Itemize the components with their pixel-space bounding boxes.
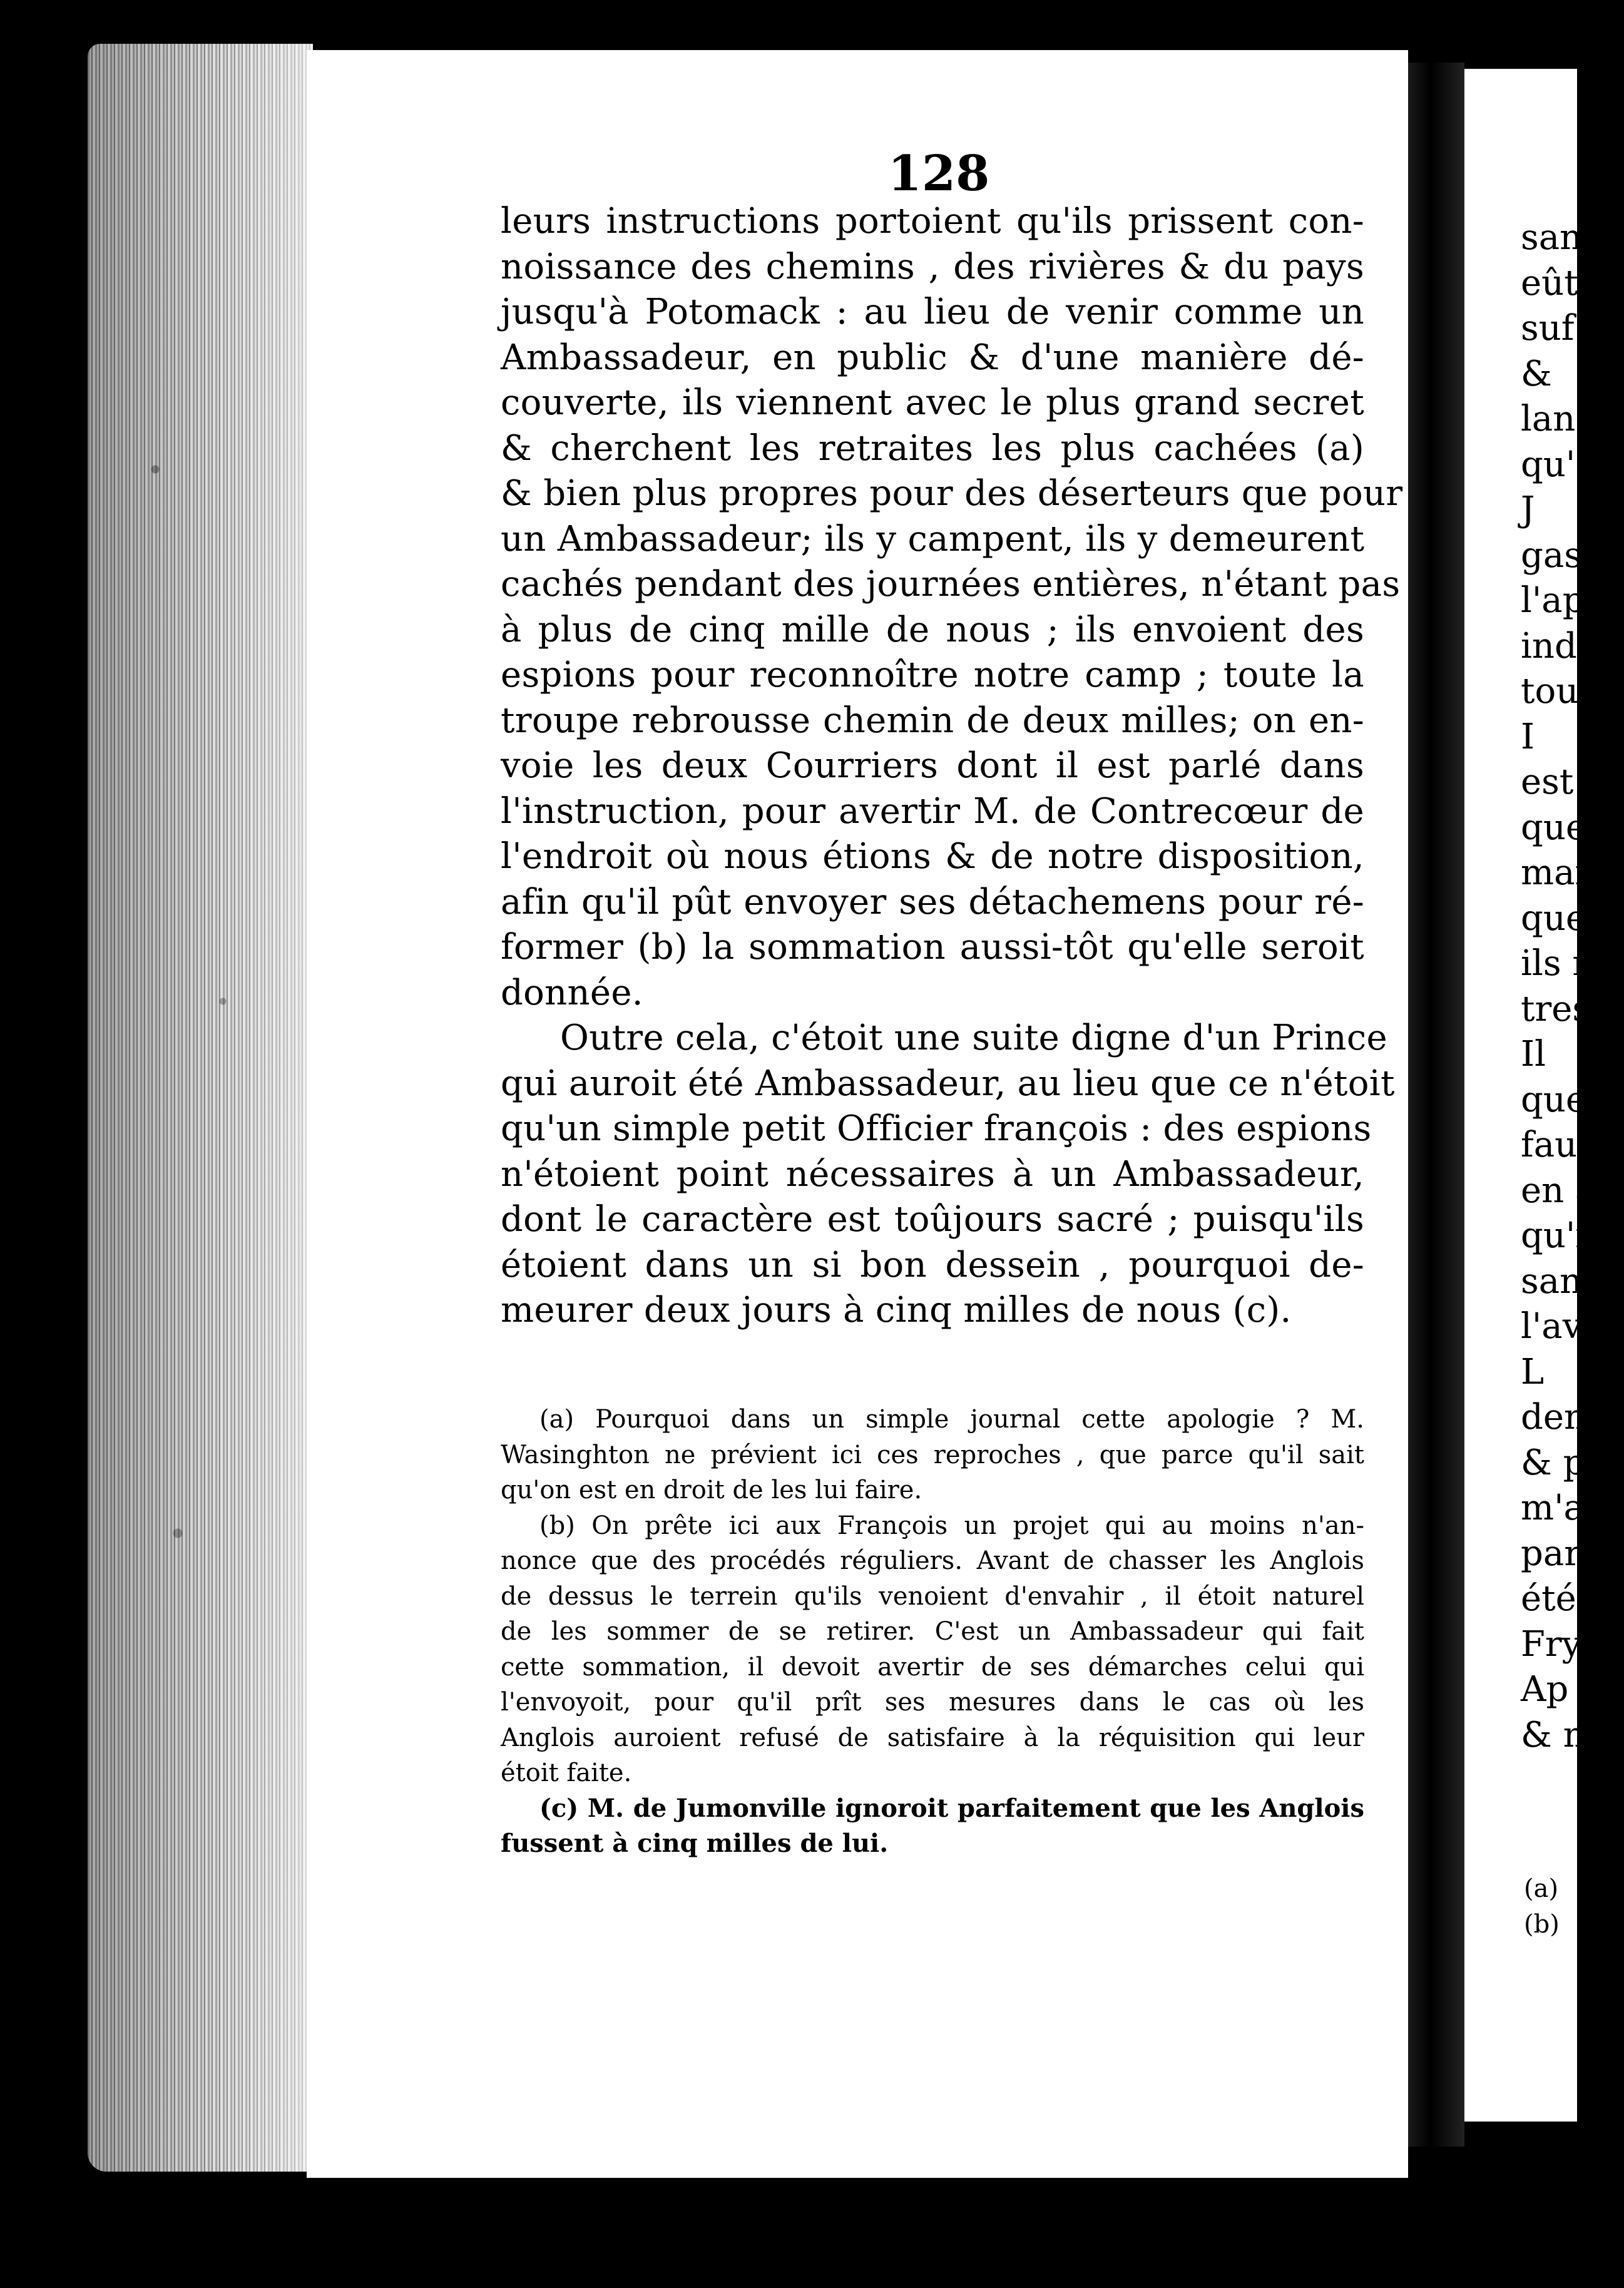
text-line: voie les deux Courriers dont il est parlé dans — [501, 745, 1364, 786]
text-line: jusqu'à Potomack : au lieu de venir comme un — [501, 292, 1364, 332]
text-line: l'instruction, pour avertir M. de Contrecœur de — [501, 790, 1364, 832]
main-text — [501, 199, 1403, 1334]
text-line: troupe rebrousse chemin de deux milles; on en- — [501, 700, 1364, 741]
text-line: & cherchent les retraites les plus cachées (a) — [501, 427, 1364, 469]
text-line: n'étoient point nécessaires à un Ambassadeur, — [501, 1153, 1364, 1195]
footnote-line: qu'on est en droit de les lui faire. — [501, 1476, 922, 1504]
facing-footnote-fragment: (a) — [1524, 1874, 1559, 1903]
facing-page — [1464, 69, 1624, 2122]
footnote-line: l'envoyoit, pour qu'il prît ses mesures dans le cas où les — [501, 1688, 1364, 1717]
facing-page-fragment: L — [1521, 1351, 1545, 1392]
facing-page-fragment: est — [1521, 762, 1574, 802]
facing-page-fragment: l'avo — [1521, 1306, 1604, 1347]
facing-page-fragment: que — [1521, 1079, 1587, 1120]
text-line: donnée. — [501, 972, 643, 1013]
text-line: former (b) la sommation aussi-tôt qu'elle seroit — [501, 927, 1364, 968]
book-page-edge — [88, 44, 313, 2172]
facing-page-fragment: que — [1521, 807, 1587, 848]
footnote-line: nonce que des procédés réguliers. Avant de chasser les Anglois — [501, 1546, 1364, 1575]
facing-footnote-fragment: (b) — [1524, 1909, 1560, 1939]
facing-page-fragment: Fry — [1521, 1623, 1582, 1665]
facing-page-fragment: ind — [1521, 625, 1577, 666]
facing-page-fragment: gase — [1521, 534, 1603, 576]
facing-page-fragment: tres — [1521, 988, 1591, 1029]
text-line: dont le caractère est toûjours sacré ; puisqu'ils — [501, 1199, 1364, 1240]
facing-page-fragment: J — [1521, 489, 1535, 530]
facing-page-fragment: eût — [1521, 262, 1578, 304]
footnote-line: de dessus le terrein qu'ils venoient d'envahir , il étoit naturel — [501, 1581, 1364, 1611]
text-line: meurer deux jours à cinq milles de nous (c). — [501, 1290, 1292, 1330]
facing-page-fragment: que — [1521, 897, 1587, 939]
facing-page-fragment: san — [1521, 217, 1583, 258]
text-line: Outre cela, c'étoit une suite digne d'un Prince — [560, 1018, 1387, 1058]
footnote-line: Anglois auroient refusé de satisfaire à la réquisition qui leur — [501, 1723, 1364, 1752]
facing-page-fragment: mai — [1521, 852, 1586, 893]
text-line: qu'un simple petit Officier françois : des espions — [501, 1108, 1372, 1149]
text-line: espions pour reconnoître notre camp ; toute la — [501, 655, 1364, 695]
page-number: 128 — [887, 145, 990, 202]
facing-page-fragment: en a — [1521, 1170, 1596, 1211]
facing-page-fragment: & — [1521, 353, 1552, 394]
footnote-line: (b) On prête ici aux François un projet qui au moins n'an- — [539, 1511, 1364, 1540]
text-line: afin qu'il pût envoyer ses détachemens pour ré- — [501, 881, 1364, 922]
facing-page-fragment: qu'il — [1521, 1215, 1598, 1256]
text-line: & bien plus propres pour des déserteurs que pour — [501, 473, 1403, 514]
facing-page-fragment: lan — [1521, 399, 1576, 439]
text-line: étoient dans un si bon dessein , pourquoi de- — [501, 1244, 1364, 1285]
facing-page-fragment: sans — [1521, 1260, 1600, 1302]
footnote-line: (a) Pourquoi dans un simple journal cette apologie ? M. — [539, 1405, 1364, 1434]
text-line: leurs instructions portoient qu'ils prissent con- — [501, 201, 1364, 242]
footnote-line: (c) M. de Jumonville ignoroit parfaitement que les Anglois — [539, 1793, 1364, 1823]
facing-page-fragment: m'att — [1521, 1488, 1613, 1528]
facing-page-fragment: Ap — [1521, 1669, 1569, 1710]
footnote-line: cette sommation, il devoit avertir de ses démarches celui qui — [501, 1652, 1364, 1682]
facing-page-fragment: I — [1521, 716, 1535, 757]
facing-page-fragment: & m — [1521, 1714, 1596, 1755]
text-line: qui auroit été Ambassadeur, au lieu que ce n'étoit — [501, 1063, 1395, 1104]
facing-page-fragment: ils r — [1521, 943, 1590, 984]
facing-page-fragment: suf — [1521, 308, 1575, 349]
text-line: à plus de cinq mille de nous ; ils envoient des — [501, 609, 1364, 650]
facing-page-fragment: qu' — [1521, 444, 1576, 485]
facing-page-fragment: tou — [1521, 671, 1579, 712]
facing-page-fragment: l'ap — [1521, 580, 1585, 621]
text-line: l'endroit où nous étions & de notre disposition, — [501, 836, 1364, 877]
facing-page-fragment: & p — [1521, 1442, 1586, 1483]
text-line: couverte, ils viennent avec le plus grand secret — [501, 382, 1364, 423]
footnote-line: Wasinghton ne prévient ici ces reproches , que parce qu'il sait — [501, 1440, 1364, 1469]
text-line: cachés pendant des journées entières, n'étant pas — [501, 564, 1401, 605]
text-line: Ambassadeur, en public & d'une manière dé- — [501, 337, 1364, 378]
footnote-line: fussent à cinq milles de lui. — [501, 1829, 889, 1858]
footnotes — [501, 1402, 1364, 1862]
book-gutter — [1408, 63, 1464, 2147]
footnote-line: de les sommer de se retirer. C'est un Ambassadeur qui fait — [501, 1617, 1364, 1646]
facing-page-fragment: faus — [1521, 1125, 1595, 1165]
footnote-line: étoit faite. — [501, 1759, 632, 1787]
facing-page-fragment: demi — [1521, 1397, 1608, 1438]
text-line: noissance des chemins , des rivières & du pays — [501, 246, 1364, 287]
facing-page-fragment: partis — [1521, 1533, 1624, 1574]
facing-page-fragment: Il — [1521, 1034, 1546, 1075]
text-line: un Ambassadeur; ils y campent, ils y demeurent — [501, 518, 1365, 559]
facing-page-fragment: été c — [1521, 1578, 1607, 1619]
